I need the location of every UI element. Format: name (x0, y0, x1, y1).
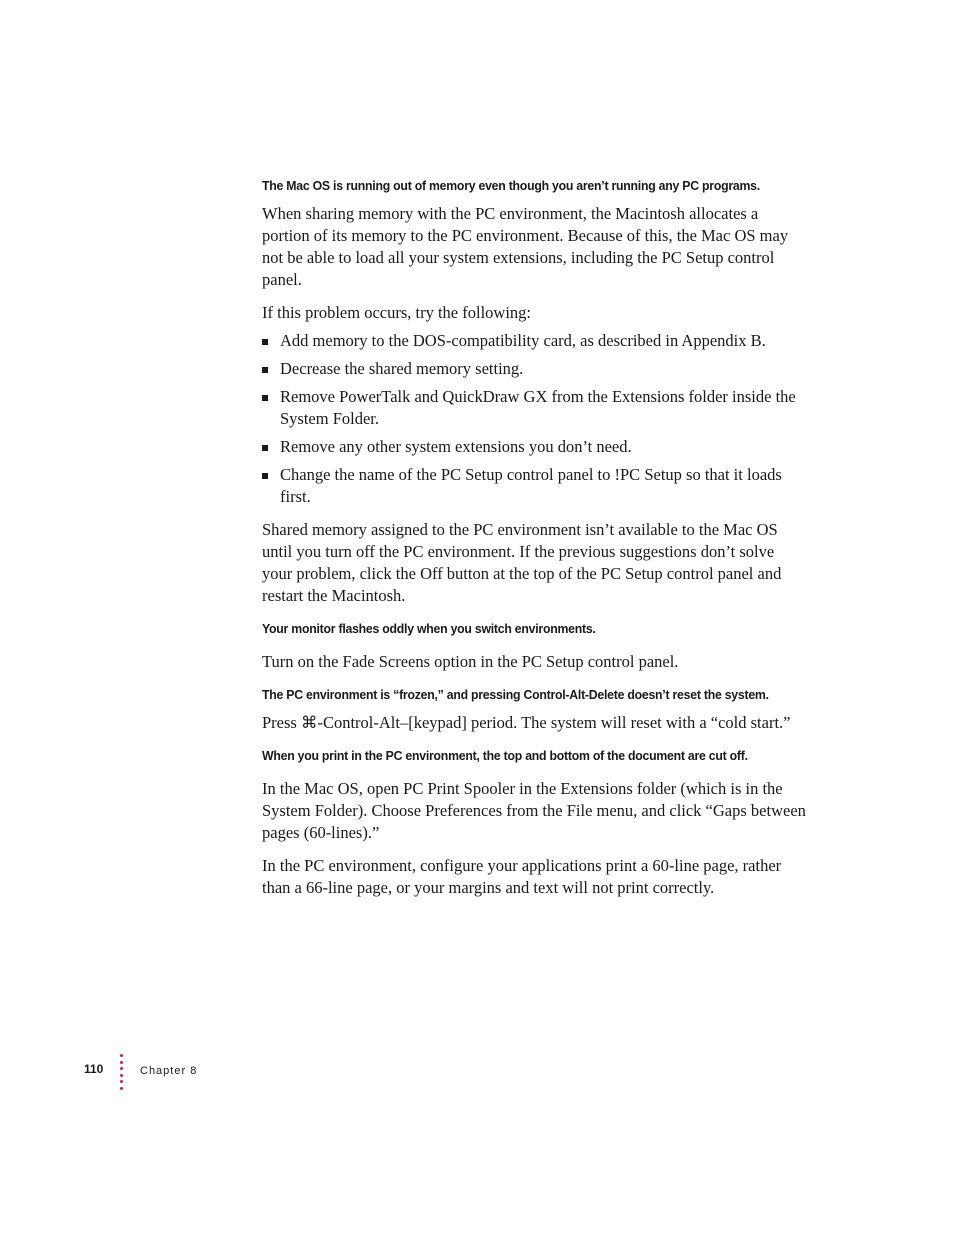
bullet-list (262, 330, 807, 508)
page-footer (0, 1052, 954, 1102)
square-bullet-icon (262, 339, 268, 345)
square-bullet-icon (262, 367, 268, 373)
list-item: Decrease the shared memory setting. (262, 358, 807, 380)
paragraph: If this problem occurs, try the following: (262, 303, 531, 322)
paragraph: When sharing memory with the PC environment, the Macintosh allocates a portion of its memory to the PC environment. Because of this, the Mac OS may not be able to load all your system extensions, including the PC Setup control panel. (262, 204, 789, 289)
section-heading-memory: The Mac OS is running out of memory even though you aren’t running any PC programs. (262, 178, 760, 193)
paragraph: Turn on the Fade Screens option in the PC Setup control panel. (262, 652, 679, 671)
list-item: Change the name of the PC Setup control panel to !PC Setup so that it loads first. (262, 464, 807, 508)
section-heading-frozen: The PC environment is “frozen,” and pressing Control-Alt-Delete doesn’t reset the system. (262, 687, 769, 702)
section-heading-printing: When you print in the PC environment, the top and bottom of the document are cut off. (262, 748, 748, 763)
paragraph: Press ⌘-Control-Alt–[keypad] period. The system will reset with a “cold start.” (262, 713, 791, 732)
page-number: 110 (84, 1062, 104, 1076)
dotted-divider-icon (120, 1054, 124, 1094)
paragraph: Shared memory assigned to the PC environment isn’t available to the Mac OS until you turn off the PC environment. If the previous suggestions don’t solve your problem, click the Off button at the top of the PC Setup control panel and restart the Macintosh. (262, 520, 782, 605)
square-bullet-icon (262, 445, 268, 451)
paragraph: In the Mac OS, open PC Print Spooler in the Extensions folder (which is in the System Folder). Choose Preferences from the File menu, and click “Gaps between pages (60-lines).” (262, 779, 806, 842)
list-item: Remove any other system extensions you don’t need. (262, 436, 807, 458)
section-heading-monitor: Your monitor flashes oddly when you switch environments. (262, 621, 596, 636)
page-content (262, 175, 807, 899)
square-bullet-icon (262, 473, 268, 479)
list-item: Remove PowerTalk and QuickDraw GX from the Extensions folder inside the System Folder. (262, 386, 807, 430)
paragraph: In the PC environment, configure your applications print a 60-line page, rather than a 66-line page, or your margins and text will not print correctly. (262, 856, 782, 897)
list-item: Add memory to the DOS-compatibility card, as described in Appendix B. (262, 330, 807, 352)
square-bullet-icon (262, 395, 268, 401)
chapter-label: Chapter 8 (140, 1065, 198, 1077)
